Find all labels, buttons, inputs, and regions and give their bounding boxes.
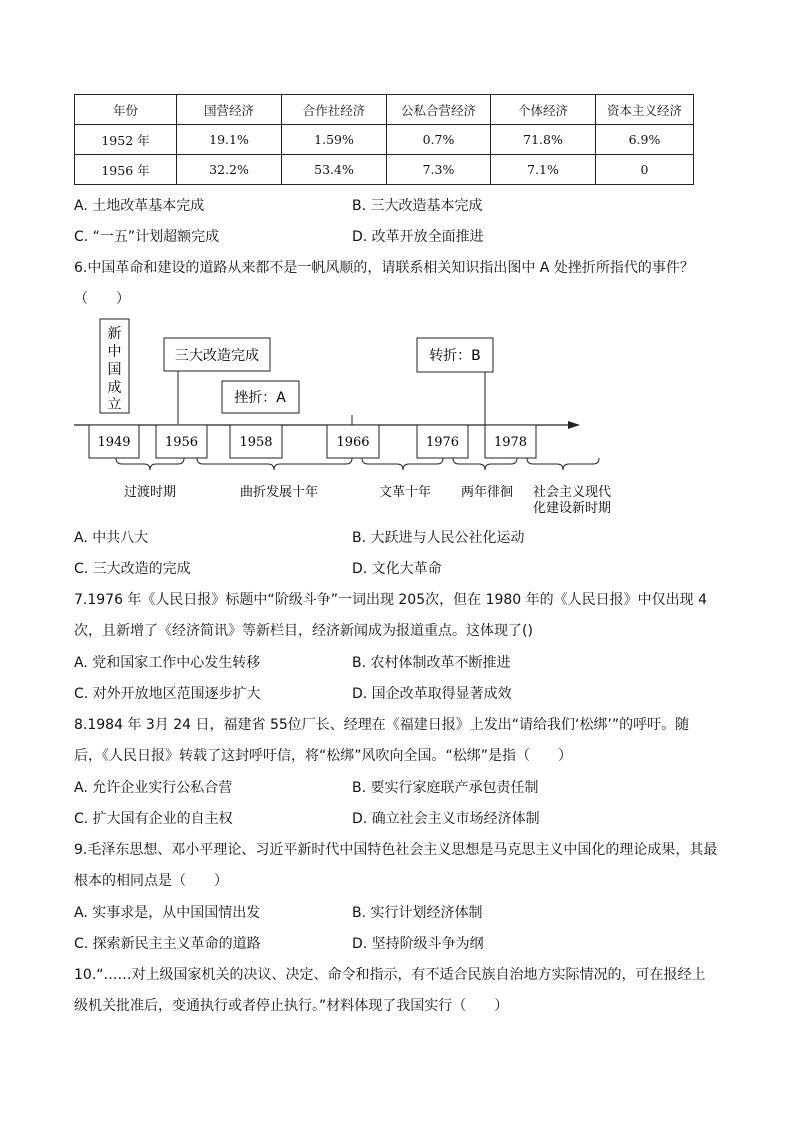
table-cell: 7.3% [387,155,491,185]
q5-option-b: B. 三大改造基本完成 [352,198,483,214]
q7-option-d: D. 国企改革取得显著成效 [352,686,512,702]
q9-option-d: D. 坚持阶级斗争为纲 [352,936,484,952]
table-cell: 6.9% [596,125,694,155]
q5-option-c: C. “一五”计划超额完成 [74,229,220,245]
table-header: 资本主义经济 [596,95,694,125]
period-label: 曲折发展十年 [239,485,319,500]
timeline-arrow [568,421,580,429]
table-header: 合作社经济 [282,95,387,125]
period-brace [116,458,184,470]
year-label: 1966 [336,435,370,450]
economy-table [74,94,694,185]
q6-option-a: A. 中共八大 [74,530,149,546]
q5-option-d: D. 改革开放全面推进 [352,229,484,245]
period-brace [362,458,443,470]
q7-option-c: C. 对外开放地区范围逐步扩大 [74,686,261,702]
q6-paren: （ ） [74,291,130,307]
period-label: 文革十年 [378,485,432,500]
q7-stem-line2: 次，且新增了《经济简讯》等新栏目，经济新闻成为报道重点。这体现了() [74,623,533,639]
period-brace [527,458,599,470]
year-label: 1978 [493,435,528,450]
table-cell: 53.4% [282,155,387,185]
q8-option-c: C. 扩大国有企业的自主权 [74,811,233,827]
table-header: 年份 [75,95,177,125]
table-cell: 1952 年 [75,125,177,155]
table-cell: 32.2% [177,155,282,185]
q9-stem-line1: 9.毛泽东思想、邓小平理论、习近平新时代中国特色社会主义思想是马克思主义中国化的理论成果，其最 [74,842,718,858]
table-header: 公私合营经济 [387,95,491,125]
setback-label: 挫折：A [234,390,286,406]
founding-char: 中 [107,344,122,360]
table-cell: 0 [596,155,694,185]
q6-option-d: D. 文化大革命 [352,561,442,577]
q6-option-b: B. 大跃进与人民公社化运动 [352,530,525,546]
reform-complete-label: 三大改造完成 [175,348,259,364]
period-label: 两年徘徊 [460,485,514,500]
turn-label: 转折：B [429,348,481,364]
q8-option-d: D. 确立社会主义市场经济体制 [352,811,540,827]
q8-stem-line2: 后，《人民日报》转载了这封呼吁信，将“松绑”风吹向全国。“松绑”是指（ ） [74,748,573,764]
q7-option-a: A. 党和国家工作中心发生转移 [74,655,261,671]
table-cell: 1956 年 [75,155,177,185]
table-cell: 7.1% [491,155,596,185]
timeline-diagram [60,312,620,522]
q5-option-a: A. 土地改革基本完成 [74,198,205,214]
q6-option-c: C. 三大改造的完成 [74,561,191,577]
table-header: 国营经济 [177,95,282,125]
q9-option-a: A. 实事求是，从中国国情出发 [74,905,261,921]
q9-option-c: C. 探索新民主主义革命的道路 [74,936,261,952]
period-brace [453,458,517,470]
period-brace [197,458,352,470]
table-row [75,155,694,185]
founding-char: 新 [107,326,122,342]
q8-option-a: A. 允许企业实行公私合营 [74,780,233,796]
q7-stem-line1: 7.1976 年《人民日报》标题中“阶级斗争”一词出现 205次，但在 1980 年的《人民日报》中仅出现 4 [74,592,707,608]
year-label: 1949 [97,435,131,450]
table-header-row [75,95,694,125]
founding-char: 立 [107,397,122,413]
q10-stem-line1: 10.“……对上级国家机关的决议、决定、命令和指示，有不适合民族自治地方实际情况的，可在报经上 [74,967,706,983]
q8-stem-line1: 8.1984 年 3月 24 日，福建省 55位厂长、经理在《福建日报》上发出“请给我们‘松绑’”的呼吁。随 [74,717,690,733]
table-cell: 71.8% [491,125,596,155]
founding-char: 国 [107,362,122,378]
table-row [75,125,694,155]
year-label: 1956 [164,435,199,450]
table-cell: 19.1% [177,125,282,155]
q9-option-b: B. 实行计划经济体制 [352,905,483,921]
year-label: 1976 [425,435,460,450]
period-label: 社会主义现代 [532,485,612,500]
period-label: 化建设新时期 [532,501,612,516]
table-header: 个体经济 [491,95,596,125]
table-cell: 0.7% [387,125,491,155]
q6-stem: 6.中国革命和建设的道路从来都不是一帆风顺的，请联系相关知识指出图中 A 处挫折所指代的事件？ [74,260,694,276]
q7-option-b: B. 农村体制改革不断推进 [352,655,511,671]
q8-option-b: B. 要实行家庭联产承包责任制 [352,780,539,796]
q10-stem-line2: 级机关批准后，变通执行或者停止执行。”材料体现了我国实行（ ） [74,998,509,1014]
year-label: 1958 [239,435,273,450]
table-cell: 1.59% [282,125,387,155]
founding-char: 成 [107,380,122,396]
q9-stem-line2: 根本的相同点是（ ） [74,873,228,889]
period-label: 过渡时期 [123,485,177,500]
